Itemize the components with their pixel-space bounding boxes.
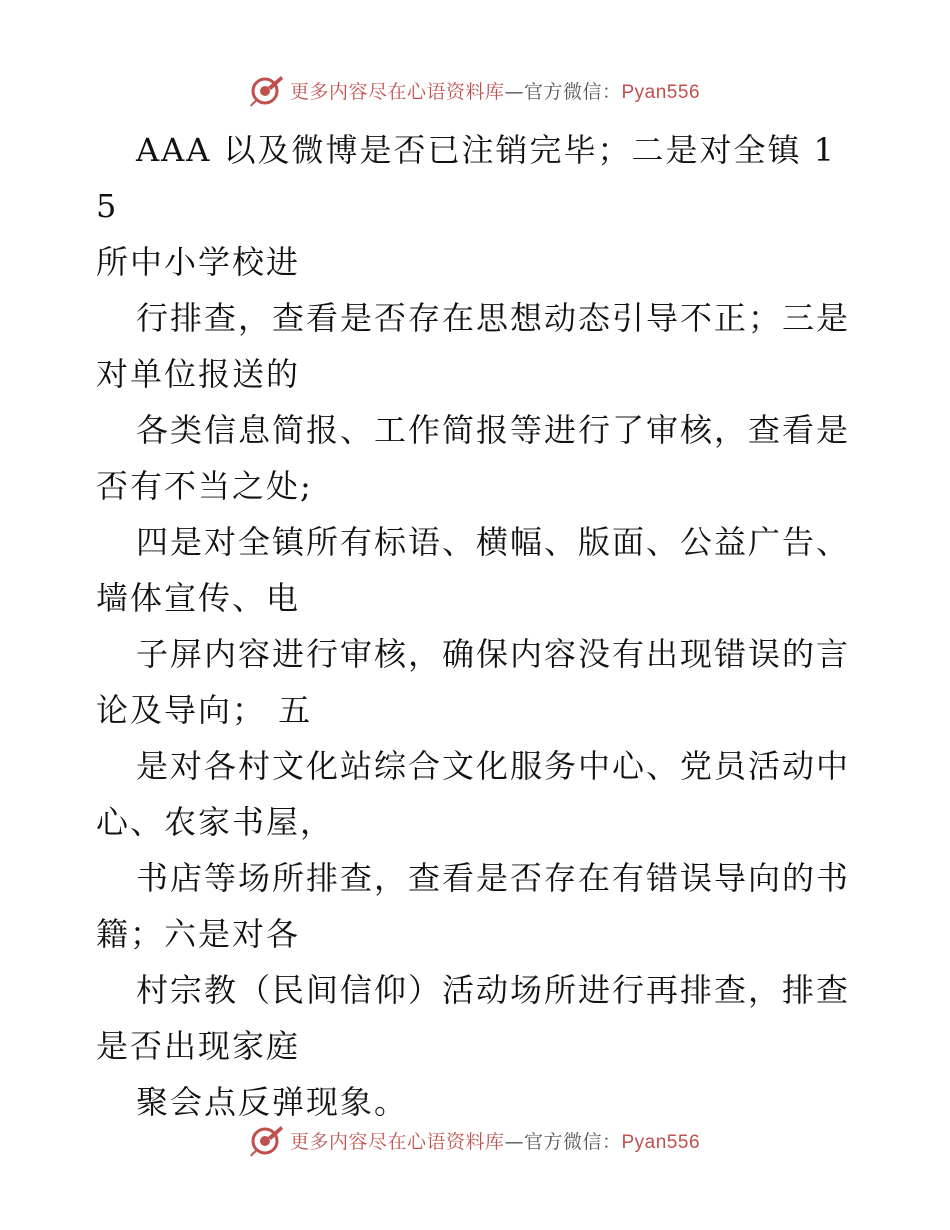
pen-logo-icon (250, 73, 284, 107)
body-paragraph: 村宗教（民间信仰）活动场所进行再排查，排查 是否出现家庭 (96, 971, 851, 1065)
body-paragraph: AAA 以及微博是否已注销完毕；二是对全镇 15 所中小学校进 (96, 131, 837, 281)
footer-separator: — (504, 1130, 524, 1153)
header-separator: — (504, 80, 524, 103)
body-paragraph: 子屏内容进行审核，确保内容没有出现错误的言 论及导向； 五 (96, 635, 851, 729)
header-banner (0, 70, 950, 110)
header-text (290, 77, 700, 104)
document-body (96, 122, 856, 1130)
body-paragraph: 各类信息简报、工作简报等进行了审核，查看是 否有不当之处; (96, 411, 851, 505)
header-main-text: 更多内容尽在心语资料库 (289, 80, 505, 103)
header-wechat-handle: Pyan556 (621, 81, 701, 103)
header-wechat-label: 官方微信： (523, 80, 622, 103)
body-paragraph: 是对各村文化站综合文化服务中心、党员活动中 心、农家书屋， (96, 747, 851, 841)
footer-main-text: 更多内容尽在心语资料库 (289, 1130, 505, 1153)
footer-wechat-label: 官方微信： (523, 1130, 622, 1153)
body-paragraph: 四是对全镇所有标语、横幅、版面、公益广告、 墙体宣传、电 (96, 523, 851, 617)
footer-banner (0, 1120, 950, 1160)
body-paragraph: 书店等场所排查，查看是否存在有错误导向的书 籍；六是对各 (96, 859, 851, 953)
body-paragraph: 聚会点反弹现象。 (136, 1083, 409, 1121)
footer-wechat-handle: Pyan556 (621, 1131, 701, 1153)
pen-logo-icon (250, 1123, 284, 1157)
footer-text (290, 1127, 700, 1154)
body-paragraph: 行排查，查看是否存在思想动态引导不正；三是 对单位报送的 (96, 299, 851, 393)
